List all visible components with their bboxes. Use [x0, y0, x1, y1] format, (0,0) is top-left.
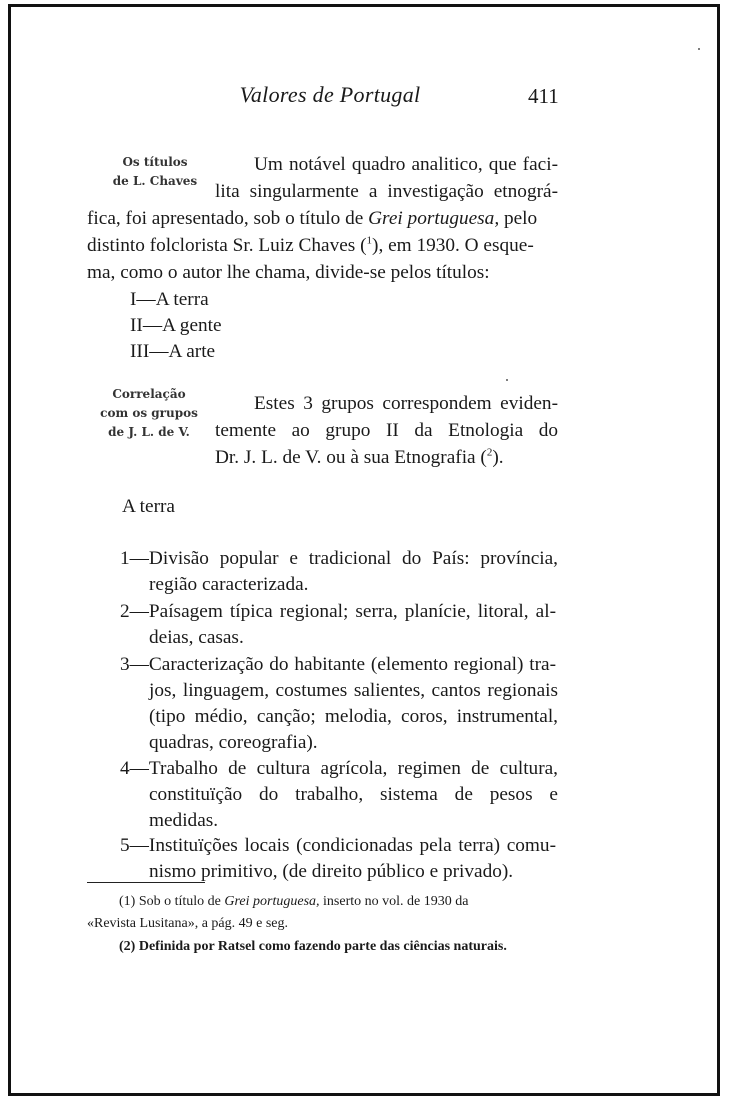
footnote-1: (1) Sob o título de Grei portuguesa, inserto no vol. de 1930 da	[119, 894, 469, 909]
margin-note-line: Os títulos	[122, 155, 188, 169]
scan-speck	[698, 48, 700, 50]
page-number: 411	[528, 84, 559, 108]
margin-note-titles	[105, 153, 205, 191]
scan-speck	[506, 379, 508, 381]
list-item: 4—Trabalho de cultura agrícola, regimen de cultura,	[120, 758, 558, 779]
list-item: 2—Paísagem típica regional; serra, planície, litoral, al-	[120, 601, 556, 622]
text-line: ma, como o autor lhe chama, divide-se pelos títulos:	[87, 262, 490, 283]
list-item-continuation: deias, casas.	[149, 627, 244, 648]
list-item-continuation: jos, linguagem, costumes salientes, cantos regionais	[149, 680, 558, 701]
list-item: I—A terra	[130, 289, 209, 310]
list-item: 3—Caracterização do habitante (elemento regional) tra-	[120, 654, 556, 675]
list-item: 1—Divisão popular e tradicional do País: província,	[120, 548, 558, 569]
margin-note-line: de J. L. de V.	[108, 425, 190, 439]
text-line: fica, foi apresentado, sob o título de Grei portuguesa, pelo	[87, 208, 538, 229]
list-item-continuation: quadras, coreografia).	[149, 732, 318, 753]
margin-note-line: de L. Chaves	[112, 174, 198, 188]
list-item: 5—Instituïções locais (condicionadas pela terra) comu-	[120, 835, 556, 856]
margin-note-line: Correlação	[112, 387, 186, 401]
section-heading: A terra	[122, 496, 175, 517]
margin-note-correlation	[86, 385, 212, 442]
list-item-continuation: região caracterizada.	[149, 574, 309, 595]
footnote-1-continuation: «Revista Lusitana», a pág. 49 e seg.	[87, 916, 289, 931]
text-line: Um notável quadro analitico, que faci-	[254, 154, 558, 175]
list-item-continuation: constituïção do trabalho, sistema de pesos e	[149, 784, 558, 805]
list-item-continuation: nismo primitivo, (de direito público e privado).	[149, 861, 514, 882]
list-item: II—A gente	[130, 315, 222, 336]
text-line: Dr. J. L. de V. ou à sua Etnografia ($^2$).	[215, 446, 504, 468]
footnote-2: (2) Definida por Ratsel como fazendo parte das ciências naturais.	[119, 939, 507, 954]
list-item-continuation: (tipo médio, canção; melodia, coros, instrumental,	[149, 706, 558, 727]
footnote-ref: 2	[486, 446, 493, 459]
book-title: Grei portuguesa,	[368, 208, 500, 229]
footnote-marker: (1)	[119, 894, 136, 909]
list-item-continuation: medidas.	[149, 810, 219, 831]
footnote-marker: (2)	[119, 939, 136, 954]
footnote-rule	[87, 882, 205, 883]
running-title: Valores de Portugal	[239, 82, 421, 107]
text-line: distinto folclorista Sr. Luiz Chaves ($^1$), em 1930. O esque-	[87, 234, 534, 256]
margin-note-line: com os grupos	[100, 406, 198, 420]
text-line: Estes 3 grupos correspondem eviden-	[254, 393, 558, 414]
text-line: lita singularmente a investigação etnográ-	[215, 181, 558, 202]
list-item: III—A arte	[130, 341, 216, 362]
footnote-ref: 1	[366, 234, 373, 247]
text-line: temente ao grupo II da Etnologia do	[215, 420, 558, 441]
